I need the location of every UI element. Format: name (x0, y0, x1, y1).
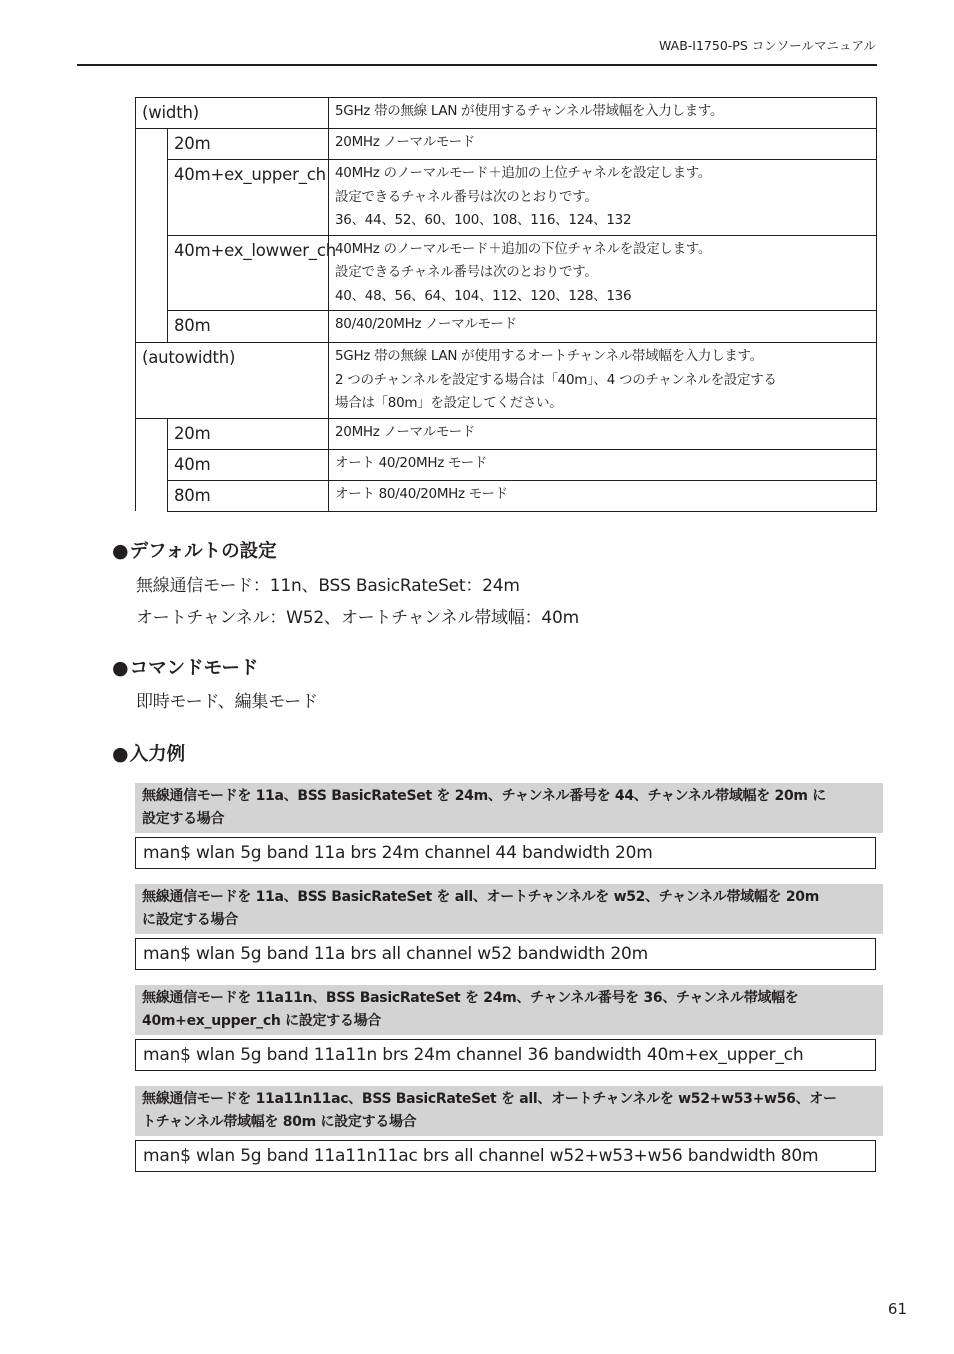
header-title: WAB-I1750-PS コンソールマニュアル (658, 38, 876, 53)
default-settings-heading (112, 537, 277, 563)
example-command: man$ wlan 5g band 11a brs all channel w52 bandwidth 20m (135, 938, 876, 970)
default-settings-line: オートチャンネル：W52、オートチャンネル帯域幅：40m (136, 608, 579, 628)
examples-heading (112, 740, 185, 766)
param-desc: 20MHz ノーマルモード (329, 129, 877, 160)
example-command: man$ wlan 5g band 11a11n brs 24m channel 36 bandwidth 40m+ex_upper_ch (135, 1039, 876, 1071)
param-name: 40m (168, 449, 329, 480)
table-row (136, 98, 877, 129)
indent-cell (136, 129, 168, 343)
page-number: 61 (887, 1300, 907, 1318)
section-title: コマンドモード (129, 658, 259, 679)
param-name: 20m (168, 129, 329, 160)
command-mode-heading (112, 654, 258, 680)
default-settings-line: 無線通信モード：11n、BSS BasicRateSet：24m (136, 576, 520, 596)
table-row (136, 343, 877, 419)
example-command: man$ wlan 5g band 11a brs 24m channel 44 bandwidth 20m (135, 837, 876, 869)
table-row (136, 480, 877, 511)
header-divider (77, 64, 877, 66)
table-row (136, 311, 877, 343)
section-title: デフォルトの設定 (129, 541, 277, 562)
table-row (136, 449, 877, 480)
example-caption: 無線通信モードを 11a、BSS BasicRateSet を all、オートチャンネルを w52、チャンネル帯域幅を 20m に設定する場合 (135, 884, 883, 934)
param-name: 40m+ex_lowwer_ch (168, 235, 329, 311)
table-row (136, 418, 877, 449)
param-desc: 80/40/20MHz ノーマルモード (329, 311, 877, 343)
param-name: 20m (168, 418, 329, 449)
parameter-table (135, 97, 877, 512)
param-name: 80m (168, 480, 329, 511)
bullet-icon: ● (112, 657, 129, 679)
example-command: man$ wlan 5g band 11a11n11ac brs all channel w52+w53+w56 bandwidth 80m (135, 1140, 876, 1172)
bullet-icon: ● (112, 743, 129, 765)
section-title: 入力例 (129, 744, 186, 765)
bullet-icon: ● (112, 540, 129, 562)
example-caption: 無線通信モードを 11a11n11ac、BSS BasicRateSet を all、オートチャンネルを w52+w53+w56、オー トチャンネル帯域幅を 80m に設定する場合 (135, 1086, 883, 1136)
param-name: 40m+ex_upper_ch (168, 160, 329, 236)
param-desc: 20MHz ノーマルモード (329, 418, 877, 449)
param-name: (width) (136, 98, 329, 129)
param-desc: 40MHz のノーマルモード＋追加の下位チャネルを設定します。 設定できるチャネル番号は次のとおりです。 40、48、56、64、104、112、120、128、136 (329, 235, 877, 311)
example-caption: 無線通信モードを 11a、BSS BasicRateSet を 24m、チャンネル番号を 44、チャンネル帯域幅を 20m に 設定する場合 (135, 783, 883, 833)
param-desc: オート 80/40/20MHz モード (329, 480, 877, 511)
param-name: (autowidth) (136, 343, 329, 419)
example-caption: 無線通信モードを 11a11n、BSS BasicRateSet を 24m、チャンネル番号を 36、チャンネル帯域幅を 40m+ex_upper_ch に設定する場合 (135, 985, 883, 1035)
param-desc: 5GHz 帯の無線 LAN が使用するチャンネル帯域幅を入力します。 (329, 98, 877, 129)
command-mode-line: 即時モード、編集モード (136, 692, 318, 712)
param-desc: 40MHz のノーマルモード＋追加の上位チャネルを設定します。 設定できるチャネル番号は次のとおりです。 36、44、52、60、100、108、116、124、132 (329, 160, 877, 236)
param-name: 80m (168, 311, 329, 343)
param-desc: 5GHz 帯の無線 LAN が使用するオートチャンネル帯域幅を入力します。 2 つのチャンネルを設定する場合は「40m」、4 つのチャンネルを設定する 場合は「80m」を設定してください。 (329, 343, 877, 419)
table-row (136, 129, 877, 160)
table-row (136, 235, 877, 311)
param-desc: オート 40/20MHz モード (329, 449, 877, 480)
table-row (136, 160, 877, 236)
indent-cell (136, 418, 168, 511)
